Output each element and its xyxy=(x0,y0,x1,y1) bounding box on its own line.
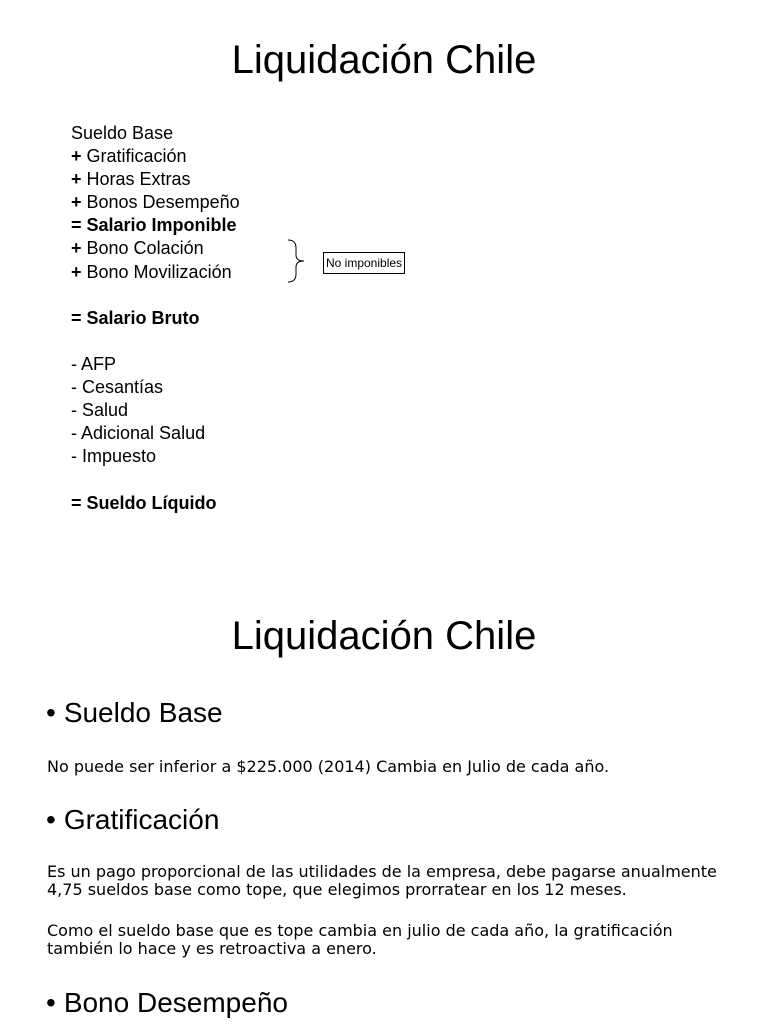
spacer xyxy=(71,284,240,307)
formula-line-bono-colacion xyxy=(71,237,240,260)
formula-line-impuesto: - Impuesto xyxy=(71,446,157,467)
bullet-bono-desempeno xyxy=(46,986,288,1020)
plus-operator: + xyxy=(71,238,82,259)
formula-label: Bono Colación xyxy=(81,238,204,259)
formula-line-salario-bruto: = Salario Bruto xyxy=(71,307,200,328)
formula-label: Gratificación xyxy=(81,146,187,167)
plus-operator: + xyxy=(71,146,82,167)
bullet-label: Gratificación xyxy=(63,804,220,835)
curly-brace-icon xyxy=(286,238,310,284)
formula-line-bono-movilizacion xyxy=(71,261,240,284)
formula-line-horas-extras xyxy=(71,168,240,191)
formula-line-adicional-salud: - Adicional Salud xyxy=(71,423,206,444)
spacer xyxy=(71,330,240,353)
salary-formula xyxy=(71,122,240,515)
paragraph-gratificacion-2: Como el sueldo base que es tope cambia en julio de cada año, la gratificación también lo hace y es retroactiva a enero. xyxy=(47,921,673,958)
formula-line-afp: - AFP xyxy=(71,353,117,374)
formula-line-cesantias: - Cesantías xyxy=(71,377,164,398)
plus-operator: + xyxy=(71,169,82,190)
paragraph-sueldo-base: No puede ser inferior a $225.000 (2014) Cambia en Julio de cada año. xyxy=(47,757,610,776)
formula-line-salud: - Salud xyxy=(71,400,129,421)
formula-line-bonos-desempeno xyxy=(71,191,240,214)
bullet-icon: • xyxy=(46,987,56,1018)
formula-line-salario-imponible: = Salario Imponible xyxy=(71,215,237,236)
no-imponibles-note: No imponibles xyxy=(323,252,405,274)
plus-operator: + xyxy=(71,192,82,213)
bullet-label: Bono Desempeño xyxy=(63,987,288,1018)
bullet-label: Sueldo Base xyxy=(63,697,223,728)
bullet-icon: • xyxy=(46,697,56,728)
formula-line-gratificacion xyxy=(71,145,240,168)
spacer xyxy=(71,468,240,491)
paragraph-gratificacion-1: Es un pago proporcional de las utilidades de la empresa, debe pagarse anualmente 4,75 sueldos base como tope, que elegimos prorratear en los 12 meses. xyxy=(47,862,717,899)
formula-label: Bonos Desempeño xyxy=(81,192,240,213)
page-title: Liquidación Chile xyxy=(231,38,537,82)
bullet-gratificacion xyxy=(46,803,219,837)
bullet-icon: • xyxy=(46,804,56,835)
bullet-sueldo-base xyxy=(46,696,223,730)
formula-line-sueldo-liquido: = Sueldo Líquido xyxy=(71,492,217,513)
formula-label: Horas Extras xyxy=(81,169,191,190)
formula-label: Bono Movilización xyxy=(81,261,232,282)
slide-title: Liquidación Chile xyxy=(231,614,537,658)
plus-operator: + xyxy=(71,261,82,282)
formula-line-sueldo-base: Sueldo Base xyxy=(71,123,174,143)
